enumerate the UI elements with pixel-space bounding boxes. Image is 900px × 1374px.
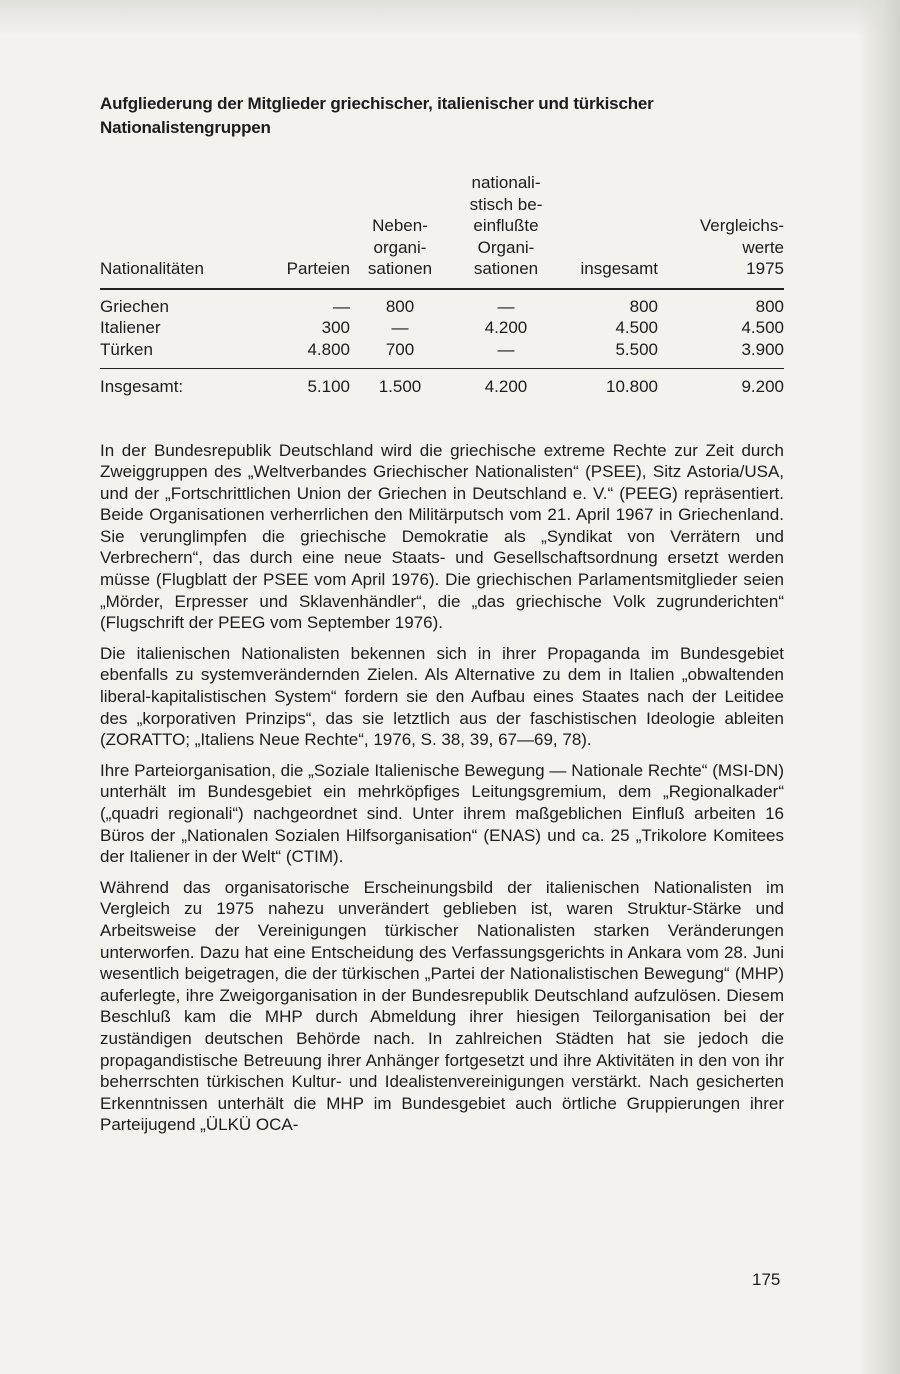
col-header-nebenorganisationen: Neben- organi- sationen [350,172,450,289]
col-header-nationalitaeten: Nationalitäten [100,172,250,289]
col-header-parteien: Parteien [250,172,350,289]
page-content [100,92,784,1145]
paragraph: Die italienischen Nationalisten bekennen sich in ihrer Propaganda im Bundesgebiet ebenfalls zu systemverändernden Zielen. Als Alternative zu dem in Italien „obwaltenden liberal-kapitalistischen System“ fordern sie den Aufbau eines Staates nach der Leitidee des „korporativen Prinzips“, das sie letztlich aus der faschistischen Ideologie ableiten (ZORATTO; „Italiens Neue Rechte“, 1976, S. 38, 39, 67—69, 78). [100,643,784,750]
col-header-insgesamt: insgesamt [562,172,658,289]
scan-shadow-edge [858,0,900,1374]
members-table [100,172,784,398]
body-text [100,440,784,1136]
table-row-italiener: Italiener 300 — 4.200 4.500 4.500 [100,318,784,337]
col-header-vergleichswerte: Vergleichs- werte 1975 [658,172,784,289]
table-row-griechen: Griechen — 800 — 800 800 [100,296,784,316]
col-header-beeinflusste-organisationen: nationali- stisch be- einflußte Organi- sationen [450,172,562,289]
table-row-insgesamt: Insgesamt: 5.100 1.500 4.200 10.800 9.200 [100,369,784,398]
table-heading: Aufgliederung der Mitglieder griechischer, italienischer und türkischer Nationalistengruppen [100,94,654,137]
paragraph: In der Bundesrepublik Deutschland wird die griechische extreme Rechte zur Zeit durch Zweiggruppen des „Weltverbandes Griechischer Nationalisten“ (PSEE), Sitz Astoria/USA, und der „Fortschrittlichen Union der Griechen in Deutschland e. V.“ (PEEG) repräsentiert. Beide Organisationen verherrlichen den Militärputsch vom 21. April 1967 in Griechenland. Sie verunglimpfen die griechische Demokratie als „Syndikat von Verrätern und Verbrechern“, das durch eine neue Staats- und Gesellschaftsordnung ersetzt werden müsse (Flugblatt der PSEE vom April 1976). Die griechischen Parlamentsmitglieder seien „Mörder, Erpresser und Sklavenhändler“, die „das griechische Volk zugrunderichten“ (Flugschrift der PEEG vom September 1976). [100,440,784,633]
table-row-tuerken: Türken 4.800 700 — 5.500 3.900 [100,339,784,359]
page-number: 175 [752,1270,781,1289]
paragraph: Ihre Parteiorganisation, die „Soziale Italienische Bewegung — Nationale Rechte“ (MSI-DN) unterhält im Bundesgebiet ein mehrköpfiges Leitungsgremium, dem „Regionalkader“ („quadri regionali“) nachgeordnet sind. Unter ihrem maßgeblichen Einfluß arbeiten 16 Büros der „Nationalen Sozialen Hilfsorganisation“ (ENAS) und ca. 25 „Trikolore Komitees der Italiener in der Welt“ (CTIM). [100,760,784,867]
table-header-row [100,172,784,289]
paragraph: Während das organisatorische Erscheinungsbild der italienischen Nationalisten im Vergleich zu 1975 nahezu unverändert geblieben ist, waren Struktur-Stärke und Arbeitsweise der Vereinigungen türkischer Nationalisten starken Veränderungen unterworfen. Dazu hat eine Entscheidung des Verfassungsgerichts in Ankara vom 28. Juni wesentlich beigetragen, die der türkischen „Partei der Nationalistischen Bewegung“ (MHP) auferlegte, ihre Zweigorganisation in der Bundesrepublik Deutschland aufzulösen. Diesem Beschluß kam die MHP durch Abmeldung ihrer hiesigen Teilorganisation bei der zuständigen deutschen Behörde nach. In zahlreichen Städten hat sie jedoch die propagandistische Betreuung ihrer Anhänger fortgesetzt und ihre Aktivitäten in den von ihr beherrschten türkischen Kultur- und Idealistenvereinigungen verstärkt. Nach gesicherten Erkenntnissen unterhält die MHP im Bundesgebiet auch örtliche Gruppierungen ihrer Parteijugend „ÜLKÜ OCA- [100,877,784,1135]
scan-shadow-top [0,0,900,36]
